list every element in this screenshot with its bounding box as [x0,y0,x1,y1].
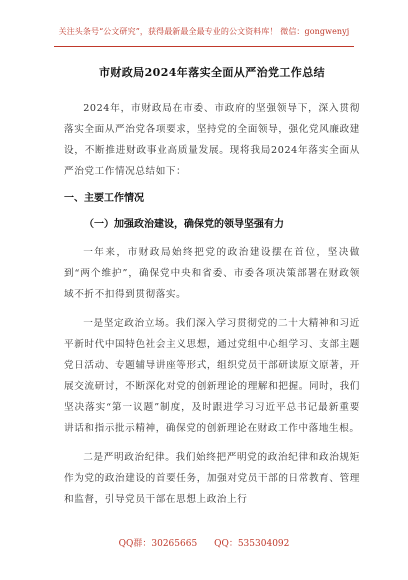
body-paragraph-3: 二是严明政治纪律。我们始终把严明党的政治纪律和政治规矩作为党的政治建设的首要任务，加强对党员干部的日常教育、管理和监督，引导党员干部在思想上政治上行 [64,452,360,505]
footer-qq-number: QQ：535304092 [214,539,290,549]
header-divider [54,46,354,47]
footer-contact [0,536,408,549]
intro-paragraph: 2024年，市财政局在市委、市政府的坚强领导下，深入贯彻落实全面从严治党各项要求，坚持党的全面领导，强化党风廉政建设，不断推进财政事业高质量发展。现将我局2024年落实全面从严治党工作情况总结如下： [64,103,360,177]
subsection-heading: （一）加强政治建设，确保党的领导坚强有力 [84,219,284,230]
document-title: 市财政局2024年落实全面从严治党工作总结 [98,66,325,79]
body-paragraph-2: 一是坚定政治立场。我们深入学习贯彻党的二十大精神和习近平新时代中国特色社会主义思想，通过党组中心组学习、支部主题党日活动、专题辅导讲座等形式，组织党员干部研读原文原著，开展交流研讨，不断深化对党的创新理论的理解和把握。同时，我们坚决落实“第一议题”制度，及时跟进学习习近平总书记最新重要讲话和指示批示精神，确保党的创新理论在财政工作中落地生根。 [64,318,360,434]
header-banner: 关注头条号“公文研究”，获得最新最全最专业的公文资料库！ 微信：gongwenyj [58,27,350,36]
section-heading: 一、主要工作情况 [64,193,144,204]
document-body [64,64,360,510]
body-paragraph-1: 一年来，市财政局始终把党的政治建设摆在首位，坚决做到“两个维护”，确保党中央和省委、市委各项决策部署在财政领域不折不扣得到贯彻落实。 [64,247,360,300]
footer-qq-group: QQ群：30265665 [118,539,198,549]
